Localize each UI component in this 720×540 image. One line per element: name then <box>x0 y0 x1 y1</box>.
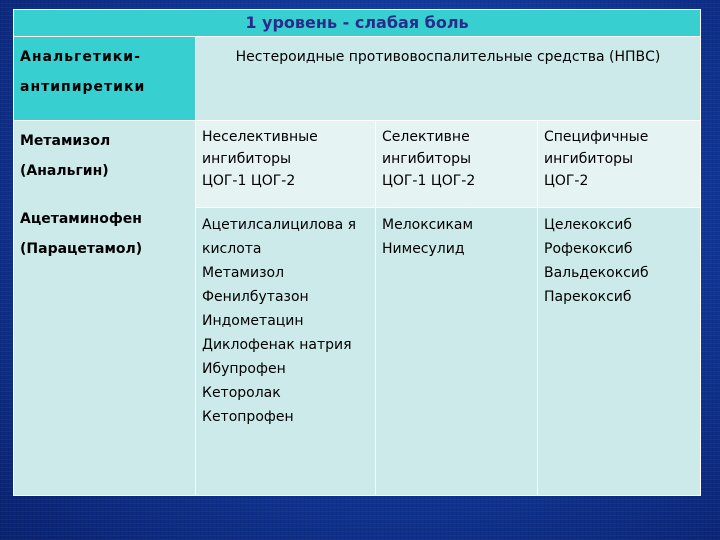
drug-item: Кеторолак <box>202 385 281 401</box>
drug-item: Метамизол <box>202 265 285 281</box>
drug-item: Кетопрофен <box>202 409 294 425</box>
column-header-specific <box>538 121 701 208</box>
drug-item: Вальдекоксиб <box>544 265 649 281</box>
drug-item: Индометацин <box>202 313 304 329</box>
drug-item: Рофекоксиб <box>544 241 633 257</box>
column-header-selective <box>376 121 538 208</box>
drug-item: Целекоксиб <box>544 217 632 233</box>
drug-item: Ацетилсалицилова я кислота <box>202 217 357 257</box>
analgesics-list-cell <box>14 121 196 496</box>
analgesic-item-2-name: Ацетаминофен <box>20 211 142 227</box>
drugs-specific-cell <box>538 208 701 496</box>
column-cox: ЦОГ-1 ЦОГ-2 <box>382 173 476 189</box>
drug-item: Диклофенак натрия <box>202 337 352 353</box>
drug-item: Ибупрофен <box>202 361 286 377</box>
analgesics-header-cell <box>14 37 196 121</box>
drugs-selective-cell <box>376 208 538 496</box>
column-name: Селективне ингибиторы <box>382 129 472 167</box>
drug-item: Фенилбутазон <box>202 289 309 305</box>
nsaid-header-cell <box>196 37 701 121</box>
drug-item: Парекоксиб <box>544 289 632 305</box>
slide-title: 1 уровень - слабая боль <box>245 13 469 32</box>
analgesics-header: Анальгетики-антипиретики <box>20 49 146 95</box>
analgesic-item-1-alias: (Анальгин) <box>20 163 109 179</box>
drug-item: Нимесулид <box>382 241 465 257</box>
drug-item: Мелоксикам <box>382 217 474 233</box>
column-cox: ЦОГ-1 ЦОГ-2 <box>202 173 296 189</box>
column-name: Неселективные ингибиторы <box>202 129 318 167</box>
nsaid-header: Нестероидные противовоспалительные средства (НПВС) <box>235 49 661 65</box>
drugs-nonselective-cell <box>196 208 376 496</box>
column-header-nonselective <box>196 121 376 208</box>
column-cox: ЦОГ-2 <box>544 173 589 189</box>
analgesic-item-1-name: Метамизол <box>20 133 111 149</box>
column-name: Специфичные ингибиторы <box>544 129 649 167</box>
title-cell <box>14 10 701 37</box>
drug-table <box>13 9 701 496</box>
analgesic-item-2-alias: (Парацетамол) <box>20 241 143 257</box>
